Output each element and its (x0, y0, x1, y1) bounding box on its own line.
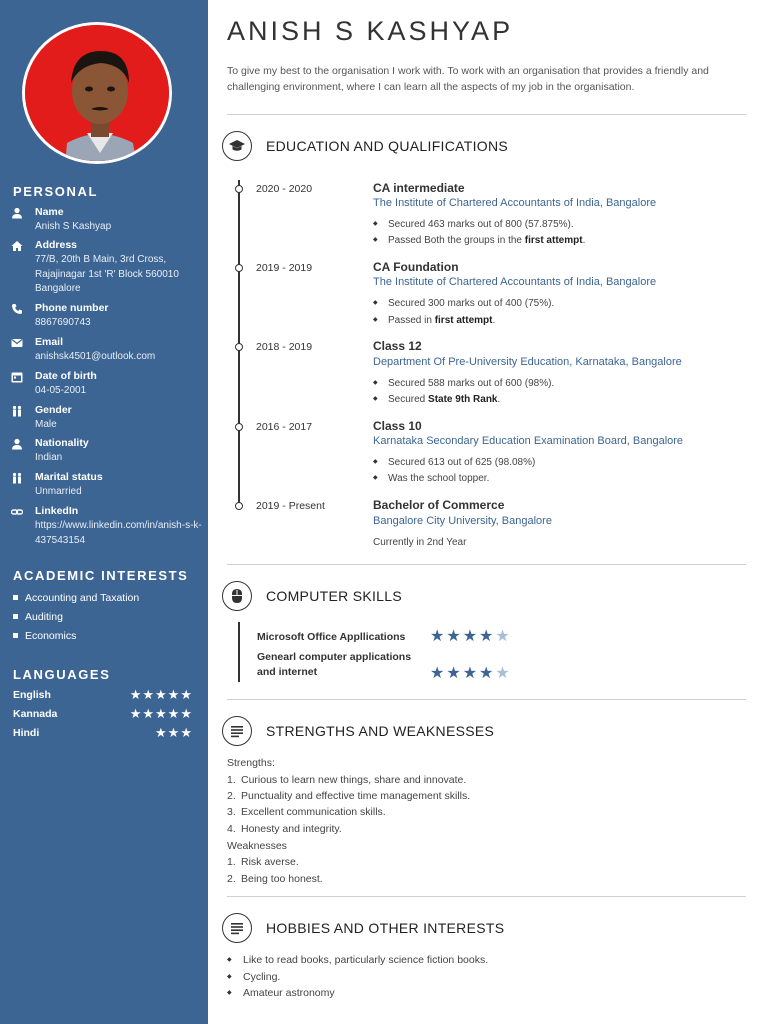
strength-item: 3. Excellent communication skills. (227, 806, 386, 818)
graduation-cap-icon (222, 131, 252, 161)
skill-rating (430, 663, 512, 683)
edu-institution: The Institute of Chartered Accountants of India, Bangalore (373, 197, 657, 209)
skills-heading: COMPUTER SKILLS (266, 588, 402, 604)
edu-bullet: ◆ Passed in first attempt. (373, 315, 495, 326)
rating-stars: ★★★ (155, 725, 193, 740)
edu-years: 2019 - 2019 (256, 262, 313, 274)
rating-stars: ★★★★★ (129, 687, 193, 702)
edu-title: Class 12 (373, 339, 422, 353)
rating-stars: ★★★★★ (129, 706, 193, 721)
language-row: English ★★★★★ (13, 687, 193, 702)
star-filled-icon: ★ (446, 628, 463, 645)
edu-institution: Department Of Pre-University Education, Karnataka, Bangalore (373, 356, 682, 368)
language-row: Kannada ★★★★★ (13, 706, 193, 721)
edu-institution: Bangalore City University, Bangalore (373, 515, 552, 527)
personal-heading: PERSONAL (13, 184, 99, 199)
timeline-dot (235, 264, 243, 272)
edu-title: CA intermediate (373, 181, 465, 195)
edu-title: CA Foundation (373, 260, 459, 274)
education-heading: EDUCATION AND QUALIFICATIONS (266, 138, 509, 154)
skill-name: Microsoft Office Appllications (257, 631, 406, 643)
profile-photo (22, 22, 172, 164)
divider (227, 699, 746, 700)
edu-bullet: ◆ Was the school topper. (373, 473, 489, 484)
skills-line (238, 622, 240, 682)
strengths-label: Strengths: (227, 757, 275, 769)
hobby-item: ◆ Like to read books, particularly science fiction books. (227, 954, 488, 966)
linkedin-link[interactable]: https://www.linkedin.com/in/anish-s-k-437543154 (35, 520, 202, 546)
strength-item: 4. Honesty and integrity. (227, 823, 342, 835)
edu-bullet: ◆ Secured 463 marks out of 800 (57.875%). (373, 219, 574, 230)
link-icon (11, 505, 24, 518)
edu-bullet: ◆ Secured 588 marks out of 600 (98%). (373, 378, 554, 389)
edu-years: 2020 - 2020 (256, 183, 313, 195)
strength-item: 1. Curious to learn new things, share and innovate. (227, 774, 467, 786)
edu-bullet: ◆ Secured State 9th Rank. (373, 394, 500, 405)
timeline-dot (235, 185, 243, 193)
divider (227, 896, 746, 897)
resume-name: ANISH S KASHYAP (227, 16, 514, 46)
interest-item: Auditing (13, 611, 63, 623)
languages-heading: LANGUAGES (13, 667, 111, 682)
star-empty-icon: ★ (495, 628, 512, 645)
edu-bullet: ◆ Secured 613 out of 625 (98.08%) (373, 457, 535, 468)
mouse-icon (222, 581, 252, 611)
list-icon (222, 716, 252, 746)
sidebar: PERSONAL Name Anish S Kashyap Address 77/B, 20th B Main, 3rd Cross, Rajajinagar 1st 'R' Block 560010 Bangalore Phone number 8867690743 Email anishsk4501@outlook.com Date of birth 04-05-2001 Gender Male Nationality Indian Marital status Unmarried LinkedIn https://www.linkedin.com/in/anish-s-k-437543154 ACADEMIC INTERESTS Accounting and Taxation Auditing Economics LANGUAGES English ★★★★★ Kannada ★★★★★ Hindi ★★★ (0, 0, 208, 1024)
weaknesses-label: Weaknesses (227, 840, 287, 852)
edu-note: Currently in 2nd Year (373, 537, 467, 548)
edu-bullet: ◆ Passed Both the groups in the first attempt. (373, 235, 585, 246)
weakness-item: 1. Risk averse. (227, 856, 299, 868)
edu-title: Bachelor of Commerce (373, 498, 505, 512)
weakness-item: 2. Being too honest. (227, 873, 323, 885)
people-icon (11, 404, 24, 417)
star-filled-icon: ★ (446, 665, 463, 682)
star-filled-icon: ★ (462, 665, 480, 682)
edu-title: Class 10 (373, 419, 422, 433)
edu-bullet: ◆ Secured 300 marks out of 400 (75%). (373, 298, 554, 309)
timeline-dot (235, 423, 243, 431)
edu-institution: Karnataka Secondary Education Examination Board, Bangalore (373, 435, 684, 447)
objective: To give my best to the organisation I work with. To work with an organisation that provides a friendly and challenging environment, where I can learn all the aspects of my job in the organisation. (227, 65, 709, 93)
hobby-item: ◆ Amateur astronomy (227, 987, 335, 999)
edu-years: 2019 - Present (256, 500, 325, 512)
timeline-dot (235, 502, 243, 510)
language-row: Hindi ★★★ (13, 725, 193, 740)
phone-icon (11, 302, 24, 315)
star-filled-icon: ★ (430, 628, 447, 645)
star-filled-icon: ★ (430, 665, 447, 682)
edu-institution: The Institute of Chartered Accountants of India, Bangalore (373, 276, 657, 288)
interest-item: Accounting and Taxation (13, 592, 139, 604)
star-filled-icon: ★ (479, 628, 496, 645)
divider (227, 114, 746, 115)
home-icon (11, 239, 24, 252)
interest-item: Economics (13, 630, 76, 642)
strength-item: 2. Punctuality and effective time management skills. (227, 790, 471, 802)
calendar-icon (11, 370, 24, 383)
edu-years: 2016 - 2017 (256, 421, 313, 433)
star-filled-icon: ★ (462, 628, 480, 645)
skill-name: Genearl computer applications and internet (257, 651, 412, 678)
skill-rating (430, 626, 512, 646)
list-icon (222, 913, 252, 943)
timeline-dot (235, 343, 243, 351)
user-icon (11, 206, 24, 219)
hobby-item: ◆ Cycling. (227, 971, 280, 983)
divider (227, 564, 746, 565)
people-icon (11, 471, 24, 484)
user-icon (11, 437, 24, 450)
strengths-heading: STRENGTHS AND WEAKNESSES (266, 723, 495, 739)
star-empty-icon: ★ (495, 665, 512, 682)
edu-years: 2018 - 2019 (256, 341, 313, 353)
mail-icon (11, 336, 24, 349)
star-filled-icon: ★ (479, 665, 496, 682)
academic-interests-heading: ACADEMIC INTERESTS (13, 568, 189, 583)
hobbies-heading: HOBBIES AND OTHER INTERESTS (266, 920, 505, 936)
